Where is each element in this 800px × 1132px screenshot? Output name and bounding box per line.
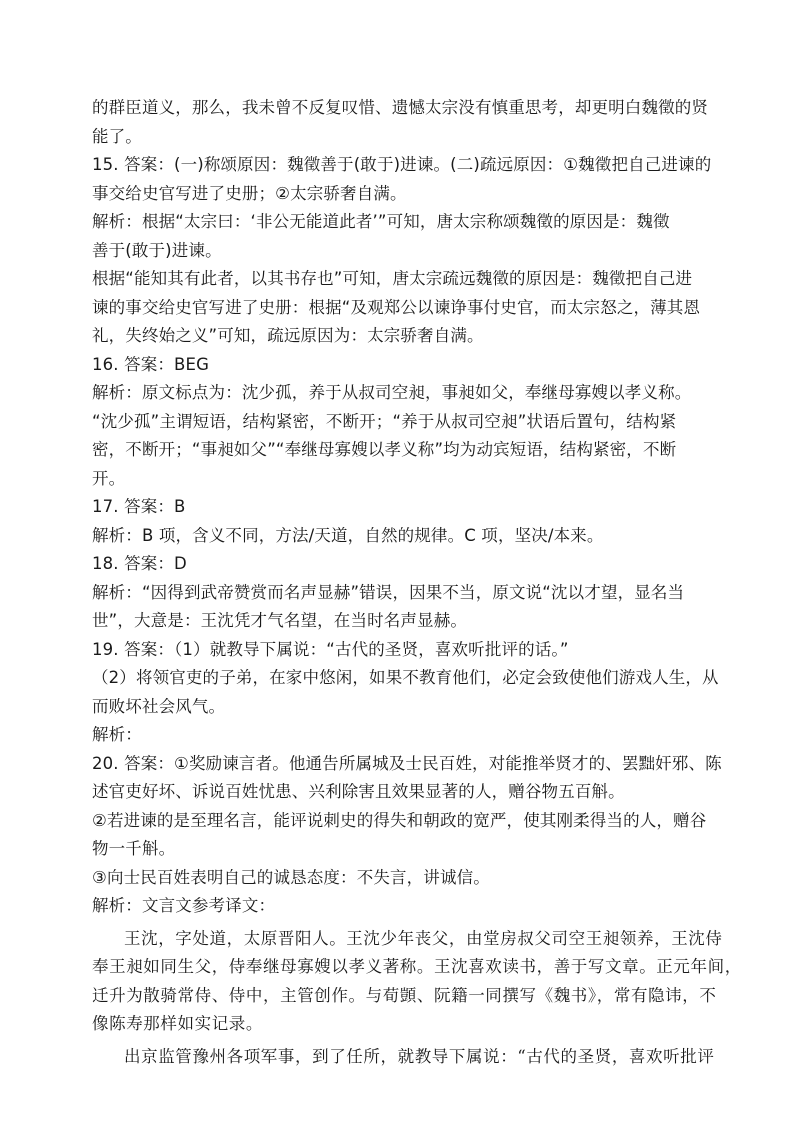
analysis-line: 解析：“因得到武帝赞赏而名声显赫”错误，因果不当，原文说“沈以才望，显名当 xyxy=(92,582,685,602)
text-line: “沈少孤”主谓短语，结构紧密，不断开；“养于从叔司空昶”状语后置句，结构紧 xyxy=(92,411,677,431)
text-line: ②若进谏的是至理名言，能评说刺史的得失和朝政的宽严，使其刚柔得当的人，赠谷 xyxy=(92,810,707,830)
text-line: 善于(敢于)进谏。 xyxy=(92,240,222,260)
text-line: ③向士民百姓表明自己的诚恳态度：不失言，讲诚信。 xyxy=(92,867,490,887)
analysis-line: 解析：B 项，含义不同，方法/天道，自然的规律。C 项，坚决/本来。 xyxy=(92,525,604,545)
text-line: 密，不断开；“事昶如父”“奉继母寡嫂以孝义称”均为动宾短语，结构紧密，不断 xyxy=(92,440,677,459)
text-line: 礼，失终始之义”可知，疏远原因为：太宗骄奢自满。 xyxy=(92,326,484,345)
text-line: 物一千斛。 xyxy=(92,839,176,858)
text-line: 能了。 xyxy=(92,126,142,146)
analysis-line: 解析：原文标点为：沈少孤，养于从叔司空昶，事昶如父，奉继母寡嫂以孝义称。 xyxy=(92,383,692,402)
translation-line: 像陈寿那样如实记录。 xyxy=(92,1014,263,1033)
text-line: 开。 xyxy=(92,468,126,488)
analysis-line: 解析：文言文参考译文： xyxy=(92,896,276,915)
text-line: 世”，大意是：王沈凭才气名望，在当时名声显赫。 xyxy=(92,611,467,630)
translation-line: 出京监管豫州各项军事，到了任所，就教导下属说：“古代的圣贤，喜欢听批评 xyxy=(124,1046,715,1066)
answer-17-line: 17. 答案：B xyxy=(92,497,186,516)
text-line: 谏的事交给史官写进了史册：根据“及观郑公以谏诤事付史官，而太宗怒之，薄其恩 xyxy=(92,297,701,317)
document-page xyxy=(92,94,742,1071)
analysis-line: 解析： xyxy=(92,725,142,744)
translation-line: 奉王昶如同生父，侍奉继母寡嫂以孝义著称。王沈喜欢读书，善于写文章。正元年间， xyxy=(92,957,742,976)
answer-15-line: 15. 答案：(一)称颂原因：魏徵善于(敢于)进谏。(二)疏远原因：①魏徵把自己进谏的 xyxy=(92,155,712,174)
analysis-line: 解析：根据“太宗曰：‘非公无能道此者’”可知，唐太宗称颂魏徵的原因是：魏徵 xyxy=(92,212,670,231)
text-line: 的群臣道义，那么，我未曾不反复叹惜、遗憾太宗没有慎重思考，却更明白魏徵的贤 xyxy=(92,98,709,117)
translation-line: 王沈，字处道，太原晋阳人。王沈少年丧父，由堂房叔父司空王昶领养，王沈侍 xyxy=(124,928,723,948)
answer-20-line: 20. 答案：①奖励谏言者。他通告所属城及士民百姓，对能推举贤才的、罢黜奸邪、陈 xyxy=(92,753,722,773)
text-line: 根据“能知其有此者，以其书存也”可知，唐太宗疏远魏徵的原因是：魏徵把自己进 xyxy=(92,269,693,288)
text-line: （2）将领官吏的子弟，在家中悠闲，如果不教育他们，必定会致使他们游戏人生，从 xyxy=(92,668,719,687)
text-line: 述官吏好坏、诉说百姓忧患、兴利除害且效果显著的人，赠谷物五百斛。 xyxy=(92,782,625,801)
translation-line: 迁升为散骑常侍、侍中，主管创作。与荀顗、阮籍一同撰写《魏书》，常有隐讳，不 xyxy=(92,985,717,1005)
text-line: 而败坏社会风气。 xyxy=(92,696,226,716)
answer-18-line: 18. 答案：D xyxy=(92,554,187,573)
text-line: 事交给史官写进了史册；②太宗骄奢自满。 xyxy=(92,183,407,203)
answer-19-line: 19. 答案：（1）就教导下属说：“古代的圣贤，喜欢听批评的话。” xyxy=(92,639,569,659)
answer-16-line: 16. 答案：BEG xyxy=(92,354,210,374)
